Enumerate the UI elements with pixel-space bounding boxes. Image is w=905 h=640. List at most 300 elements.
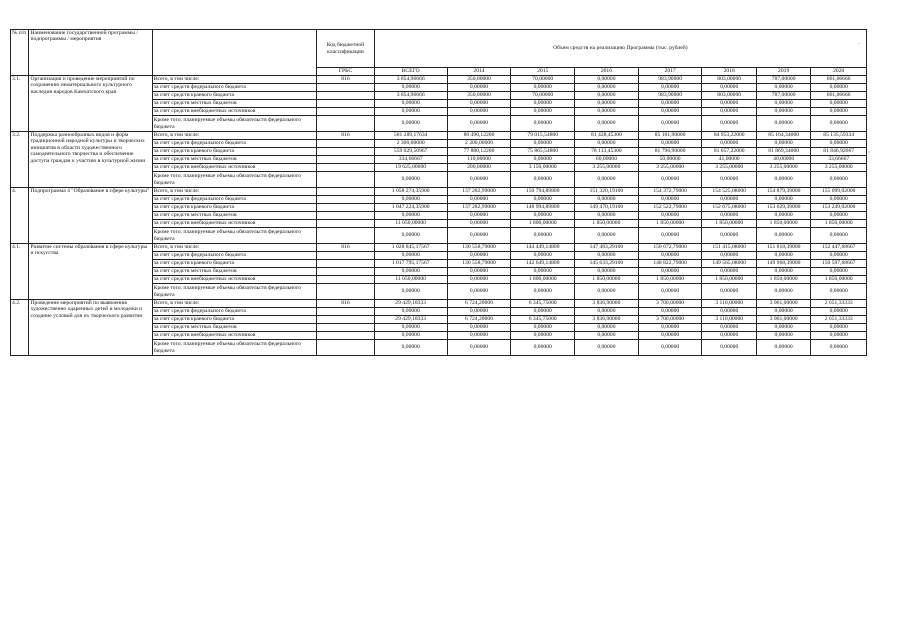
grbs-code: 816 [317,244,375,252]
grbs-code [317,284,375,300]
year-amount-cell: 0,00000 [811,108,867,116]
funding-source-label: за счет средств федерального бюджета [152,252,316,260]
year-amount-cell: 0,00000 [811,228,867,244]
header-grbs: ГРБС [317,68,375,76]
year-amount-cell: 0,00000 [756,324,810,332]
total-amount-cell: 29 429,18333 [374,316,447,324]
year-amount-cell: 0,00000 [511,252,575,260]
total-amount-cell: 2 300,00000 [374,140,447,148]
year-amount-cell: 3 255,00000 [702,164,756,172]
year-amount-cell: 0,00000 [638,228,702,244]
grbs-code [317,316,375,324]
grbs-code [317,84,375,92]
year-amount-cell: 983,90000 [638,76,702,84]
year-amount-cell: 147 483,29100 [575,244,639,252]
year-amount-cell: 0,00000 [575,172,639,188]
total-amount-cell: 0,00000 [374,108,447,116]
section-name: Развитие системы образования в сфере культуры и искусства [29,244,152,300]
total-amount-cell: 1 058 274,35900 [374,188,447,196]
year-amount-cell: 3 255,00000 [638,164,702,172]
year-amount-cell: 150 794,89800 [511,188,575,196]
table-row [11,76,867,84]
header-year: 2017 [638,68,702,76]
total-amount-cell: 0,00000 [374,100,447,108]
year-amount-cell: 1 850,00000 [756,220,810,228]
year-amount-cell: 0,00000 [447,228,511,244]
total-amount-cell: 19 625,00000 [374,164,447,172]
grbs-code [317,172,375,188]
year-amount-cell: 110,00000 [447,156,511,164]
year-amount-cell: 0,00000 [575,116,639,132]
total-amount-cell: 559 029,50967 [374,148,447,156]
header-volume: Объем средств на реализацию Программы (тыс. рублей) [374,30,866,68]
funding-source-label: Кроме того, планируемые объемы обязательств федерального бюджета [152,284,316,300]
total-amount-cell: 1 047 224,35900 [374,204,447,212]
table-header-row [11,30,867,68]
year-amount-cell: 3 255,00000 [756,164,810,172]
year-amount-cell: 0,00000 [811,172,867,188]
year-amount-cell: 3 061,00000 [756,300,810,308]
year-amount-cell: 0,00000 [756,340,810,356]
year-amount-cell: 0,00000 [756,100,810,108]
total-amount-cell: 0,00000 [374,324,447,332]
year-amount-cell: 0,00000 [511,172,575,188]
year-amount-cell: 0,00000 [447,212,511,220]
year-amount-cell: 0,00000 [702,228,756,244]
funding-source-label: за счет средств внебюджетных источников [152,332,316,340]
grbs-code [317,252,375,260]
year-amount-cell: 80 490,12200 [447,132,511,140]
year-amount-cell: 77 880,12200 [447,148,511,156]
year-amount-cell: 152 447,68667 [811,244,867,252]
year-amount-cell: 0,00000 [511,156,575,164]
year-amount-cell: 0,00000 [811,268,867,276]
year-amount-cell: 0,00000 [638,324,702,332]
section-number: 4.2. [11,300,29,356]
year-amount-cell: 0,00000 [575,268,639,276]
grbs-code [317,156,375,164]
year-amount-cell: 0,00000 [702,268,756,276]
total-amount-cell: 0,00000 [374,340,447,356]
section-number: 4.1. [11,244,29,300]
grbs-code [317,188,375,196]
total-amount-cell: 334,66667 [374,156,447,164]
year-amount-cell: 0,00000 [811,340,867,356]
year-amount-cell: 0,00000 [575,76,639,84]
year-amount-cell: 0,00000 [447,100,511,108]
year-amount-cell: 0,00000 [638,252,702,260]
total-amount-cell: 29 429,18333 [374,300,447,308]
funding-source-label: за счет средств краевого бюджета [152,260,316,268]
year-amount-cell: 84 953,22000 [702,132,756,140]
year-amount-cell: 81 428,45300 [575,132,639,140]
year-amount-cell: 0,00000 [702,332,756,340]
total-amount-cell: 581 289,17634 [374,132,447,140]
table-row [11,300,867,308]
year-amount-cell: 0,00000 [511,84,575,92]
year-amount-cell: 0,00000 [702,172,756,188]
total-amount-cell: 0,00000 [374,172,447,188]
year-amount-cell: 350,00000 [447,92,511,100]
year-amount-cell: 0,00000 [447,332,511,340]
year-amount-cell: 0,00000 [447,172,511,188]
year-amount-cell: 0,00000 [447,108,511,116]
year-amount-cell: 0,00000 [638,284,702,300]
year-amount-cell: 152 675,08000 [702,204,756,212]
year-amount-cell: 0,00000 [575,332,639,340]
year-amount-cell: 75 865,54800 [511,148,575,156]
year-amount-cell: 0,00000 [811,196,867,204]
year-amount-cell: 0,00000 [638,212,702,220]
year-amount-cell: 0,00000 [702,252,756,260]
year-amount-cell: 1 850,00000 [638,220,702,228]
year-amount-cell: 81 657,22000 [702,148,756,156]
total-amount-cell: 0,00000 [374,284,447,300]
year-amount-cell: 1 850,00000 [702,220,756,228]
year-amount-cell: 3 836,90000 [575,300,639,308]
grbs-code: 816 [317,76,375,84]
year-amount-cell: 0,00000 [447,84,511,92]
year-amount-cell: 3 700,00000 [638,316,702,324]
year-amount-cell: 0,00000 [811,332,867,340]
year-amount-cell: 85 164,34000 [756,132,810,140]
year-amount-cell: 0,00000 [447,268,511,276]
grbs-code [317,228,375,244]
year-amount-cell: 803,00000 [702,76,756,84]
funding-source-label: за счет средств федерального бюджета [152,140,316,148]
year-amount-cell: 0,00000 [575,340,639,356]
header-no: № п/п [11,30,29,76]
year-amount-cell: 142 649,14800 [511,260,575,268]
year-amount-cell: 0,00000 [638,172,702,188]
year-amount-cell: 0,00000 [638,84,702,92]
year-amount-cell: 78 113,45300 [575,148,639,156]
year-amount-cell: 130 558,79000 [447,260,511,268]
year-amount-cell: 3 836,90000 [575,316,639,324]
grbs-code: 816 [317,300,375,308]
year-amount-cell: 0,00000 [638,196,702,204]
total-amount-cell: 0,00000 [374,196,447,204]
year-amount-cell: 151 818,39000 [756,244,810,252]
year-amount-cell: 154 525,08000 [702,188,756,196]
year-amount-cell: 0,00000 [638,340,702,356]
year-amount-cell: 1 850,00000 [575,276,639,284]
year-amount-cell: 1 850,00000 [575,220,639,228]
year-amount-cell: 148 994,89800 [511,204,575,212]
funding-source-label: за счет средств федерального бюджета [152,196,316,204]
year-amount-cell: 0,00000 [702,108,756,116]
year-amount-cell: 2 651,33333 [811,316,867,324]
grbs-code [317,268,375,276]
header-blank [152,30,316,76]
program-funding-table [10,29,867,356]
year-amount-cell: 0,00000 [511,100,575,108]
year-amount-cell: 0,00000 [756,140,810,148]
funding-source-label: Всего, в том числе: [152,300,316,308]
year-amount-cell: 150 672,79000 [638,244,702,252]
grbs-code [317,108,375,116]
year-amount-cell: 0,00000 [447,220,511,228]
year-amount-cell: 154 879,39000 [756,188,810,196]
grbs-code [317,140,375,148]
grbs-code: 816 [317,132,375,140]
year-amount-cell: 0,00000 [811,84,867,92]
funding-source-label: за счет средств внебюджетных источников [152,220,316,228]
year-amount-cell: 1 850,00000 [756,276,810,284]
year-amount-cell: 0,00000 [575,284,639,300]
year-amount-cell: 0,00000 [756,308,810,316]
total-amount-cell: 0,00000 [374,228,447,244]
funding-source-label: Всего, в том числе: [152,244,316,252]
year-amount-cell: 0,00000 [575,252,639,260]
total-amount-cell: 0,00000 [374,308,447,316]
year-amount-cell: 0,00000 [756,116,810,132]
total-amount-cell: 3 854,96666 [374,76,447,84]
section-number: 3.2. [11,132,29,188]
year-amount-cell: 1 850,00000 [638,276,702,284]
header-year: ВСЕГО [374,68,447,76]
funding-source-label: за счет средств местных бюджетов [152,324,316,332]
grbs-code [317,260,375,268]
header-year: 2018 [702,68,756,76]
funding-source-label: за счет средств краевого бюджета [152,92,316,100]
year-amount-cell: 0,00000 [511,284,575,300]
grbs-code [317,220,375,228]
table-row [11,188,867,196]
scan-mark: ' [868,150,870,158]
year-amount-cell: 0,00000 [575,324,639,332]
funding-source-label: за счет средств краевого бюджета [152,204,316,212]
funding-source-label: Кроме того, планируемые объемы обязательств федерального бюджета [152,228,316,244]
year-amount-cell: 3 110,00000 [702,300,756,308]
year-amount-cell: 0,00000 [702,324,756,332]
year-amount-cell: 6 345,75000 [511,300,575,308]
year-amount-cell: 0,00000 [447,308,511,316]
total-amount-cell: 11 050,00000 [374,276,447,284]
year-amount-cell: 1 800,00000 [511,220,575,228]
year-amount-cell: 0,00000 [811,308,867,316]
year-amount-cell: 0,00000 [702,84,756,92]
year-amount-cell: 0,00000 [811,284,867,300]
year-amount-cell: 0,00000 [447,284,511,300]
year-amount-cell: 0,00000 [756,212,810,220]
year-amount-cell: 137 282,99000 [447,204,511,212]
year-amount-cell: 144 449,14800 [511,244,575,252]
header-year: 2014 [447,68,511,76]
funding-source-label: за счет средств местных бюджетов [152,100,316,108]
total-amount-cell: 1 017 795,17567 [374,260,447,268]
year-amount-cell: 0,00000 [811,140,867,148]
section-number: 3.1. [11,76,29,132]
year-amount-cell: 661,06666 [811,92,867,100]
year-amount-cell: 149 470,19100 [575,204,639,212]
funding-source-label: Всего, в том числе: [152,76,316,84]
year-amount-cell: 0,00000 [638,100,702,108]
year-amount-cell: 0,00000 [756,84,810,92]
year-amount-cell: 350,00000 [447,76,511,84]
grbs-code [317,340,375,356]
year-amount-cell: 81 796,90000 [638,148,702,156]
funding-source-label: за счет средств федерального бюджета [152,308,316,316]
year-amount-cell: 983,90000 [638,92,702,100]
table-row [11,132,867,140]
year-amount-cell: 0,00000 [638,268,702,276]
funding-source-label: Всего, в том числе: [152,188,316,196]
year-amount-cell: 6 724,20000 [447,316,511,324]
year-amount-cell: 0,00000 [702,340,756,356]
year-amount-cell: 1 850,00000 [702,276,756,284]
section-name: Поддержка разнообразных видов и форм традиционной народной культуры и творческих инициатив в области художественного самодеятельного творчества и обеспечение доступа граждан к участию в культурной жизни [29,132,152,188]
year-amount-cell: 149 565,08000 [702,260,756,268]
grbs-code [317,204,375,212]
year-amount-cell: 1 850,00000 [811,220,867,228]
year-amount-cell: 152 522,79000 [638,204,702,212]
funding-source-label: Кроме того, планируемые объемы обязательств федерального бюджета [152,116,316,132]
grbs-code [317,116,375,132]
year-amount-cell: 79 015,54800 [511,132,575,140]
year-amount-cell: 153 249,02000 [811,204,867,212]
year-amount-cell: 0,00000 [575,108,639,116]
year-amount-cell: 3 700,00000 [638,300,702,308]
grbs-code [317,308,375,316]
section-name: Проведение мероприятий по выявлению художественно одаренных детей и молодежи и создание условий для их творческого развития [29,300,152,356]
total-amount-cell: 0,00000 [374,116,447,132]
year-amount-cell: 0,00000 [511,108,575,116]
year-amount-cell: 3 150,00000 [511,164,575,172]
year-amount-cell: 0,00000 [811,100,867,108]
year-amount-cell: 149 968,39000 [756,260,810,268]
year-amount-cell: 0,00000 [511,340,575,356]
year-amount-cell: 0,00000 [756,332,810,340]
year-amount-cell: 2 651,33333 [811,300,867,308]
funding-source-label: Всего, в том числе: [152,132,316,140]
year-amount-cell: 85 101,90000 [638,132,702,140]
year-amount-cell: 0,00000 [756,228,810,244]
year-amount-cell: 0,00000 [575,212,639,220]
year-amount-cell: 0,00000 [575,92,639,100]
year-amount-cell: 1 800,00000 [511,276,575,284]
year-amount-cell: 3 255,00000 [575,164,639,172]
year-amount-cell: 137 282,99000 [447,188,511,196]
funding-source-label: за счет средств краевого бюджета [152,148,316,156]
year-amount-cell: 0,00000 [756,196,810,204]
grbs-code [317,212,375,220]
funding-source-label: за счет средств федерального бюджета [152,84,316,92]
year-amount-cell: 145 633,29100 [575,260,639,268]
year-amount-cell: 803,00000 [702,92,756,100]
year-amount-cell: 148 822,79000 [638,260,702,268]
year-amount-cell: 33,66667 [811,156,867,164]
year-amount-cell: 0,00000 [638,116,702,132]
funding-source-label: за счет средств местных бюджетов [152,268,316,276]
year-amount-cell: 0,00000 [447,196,511,204]
year-amount-cell: 0,00000 [638,308,702,316]
header-year: 2019 [756,68,810,76]
funding-source-label: за счет средств местных бюджетов [152,212,316,220]
year-amount-cell: 0,00000 [638,332,702,340]
year-amount-cell: 0,00000 [575,228,639,244]
year-amount-cell: 60,00000 [575,156,639,164]
year-amount-cell: 41,00000 [702,156,756,164]
year-amount-cell: 0,00000 [702,196,756,204]
year-amount-cell: 200,00000 [447,164,511,172]
year-amount-cell: 151 320,19100 [575,188,639,196]
year-amount-cell: 0,00000 [511,140,575,148]
year-amount-cell: 3 255,00000 [811,164,867,172]
grbs-code [317,276,375,284]
year-amount-cell: 0,00000 [811,212,867,220]
year-amount-cell: 1 850,00000 [811,276,867,284]
year-amount-cell: 0,00000 [756,252,810,260]
scan-mark: · [858,40,861,48]
header-year: 2016 [575,68,639,76]
funding-source-label: за счет средств местных бюджетов [152,156,316,164]
year-amount-cell: 0,00000 [447,340,511,356]
year-amount-cell: 0,00000 [447,252,511,260]
year-amount-cell: 0,00000 [702,140,756,148]
year-amount-cell: 6 724,20000 [447,300,511,308]
year-amount-cell: 0,00000 [638,108,702,116]
year-amount-cell: 154 372,79000 [638,188,702,196]
year-amount-cell: 153 029,39000 [756,204,810,212]
year-amount-cell: 6 345,75000 [511,316,575,324]
year-amount-cell: 0,00000 [511,196,575,204]
year-amount-cell: 81 869,34000 [756,148,810,156]
section-name: Организация и проведение мероприятий по сохранению нематериального культурного наследия народов Камчатского края [29,76,152,132]
year-amount-cell: 0,00000 [756,172,810,188]
year-amount-cell: 50,00000 [638,156,702,164]
year-amount-cell: 0,00000 [511,116,575,132]
year-amount-cell: 0,00000 [702,116,756,132]
year-amount-cell: 0,00000 [575,100,639,108]
header-code: Код бюджетной классификации [317,30,375,68]
year-amount-cell: 0,00000 [575,196,639,204]
total-amount-cell: 0,00000 [374,84,447,92]
year-amount-cell: 151 415,08000 [702,244,756,252]
year-amount-cell: 70,00000 [511,92,575,100]
total-amount-cell: 11 050,00000 [374,220,447,228]
total-amount-cell: 0,00000 [374,268,447,276]
year-amount-cell: 0,00000 [702,100,756,108]
year-amount-cell: 0,00000 [511,324,575,332]
grbs-code [317,324,375,332]
total-amount-cell: 0,00000 [374,212,447,220]
year-amount-cell: 787,00000 [756,76,810,84]
year-amount-cell: 0,00000 [638,140,702,148]
total-amount-cell: 1 028 845,17567 [374,244,447,252]
total-amount-cell: 3 854,96666 [374,92,447,100]
year-amount-cell: 85 135,59334 [811,132,867,140]
year-amount-cell: 0,00000 [575,308,639,316]
section-number: 4. [11,188,29,244]
funding-source-label: за счет средств краевого бюджета [152,316,316,324]
grbs-code [317,164,375,172]
year-amount-cell: 40,00000 [756,156,810,164]
year-amount-cell: 0,00000 [511,332,575,340]
grbs-code [317,332,375,340]
year-amount-cell: 0,00000 [511,268,575,276]
table-body [11,76,867,356]
year-amount-cell: 81 846,92667 [811,148,867,156]
year-amount-cell: 2 300,00000 [447,140,511,148]
year-amount-cell: 130 558,79000 [447,244,511,252]
year-amount-cell: 0,00000 [511,228,575,244]
year-amount-cell: 0,00000 [756,284,810,300]
funding-source-label: Кроме того, планируемые объемы обязательств федерального бюджета [152,172,316,188]
grbs-code [317,148,375,156]
year-amount-cell: 787,00000 [756,92,810,100]
year-amount-cell: 0,00000 [756,108,810,116]
